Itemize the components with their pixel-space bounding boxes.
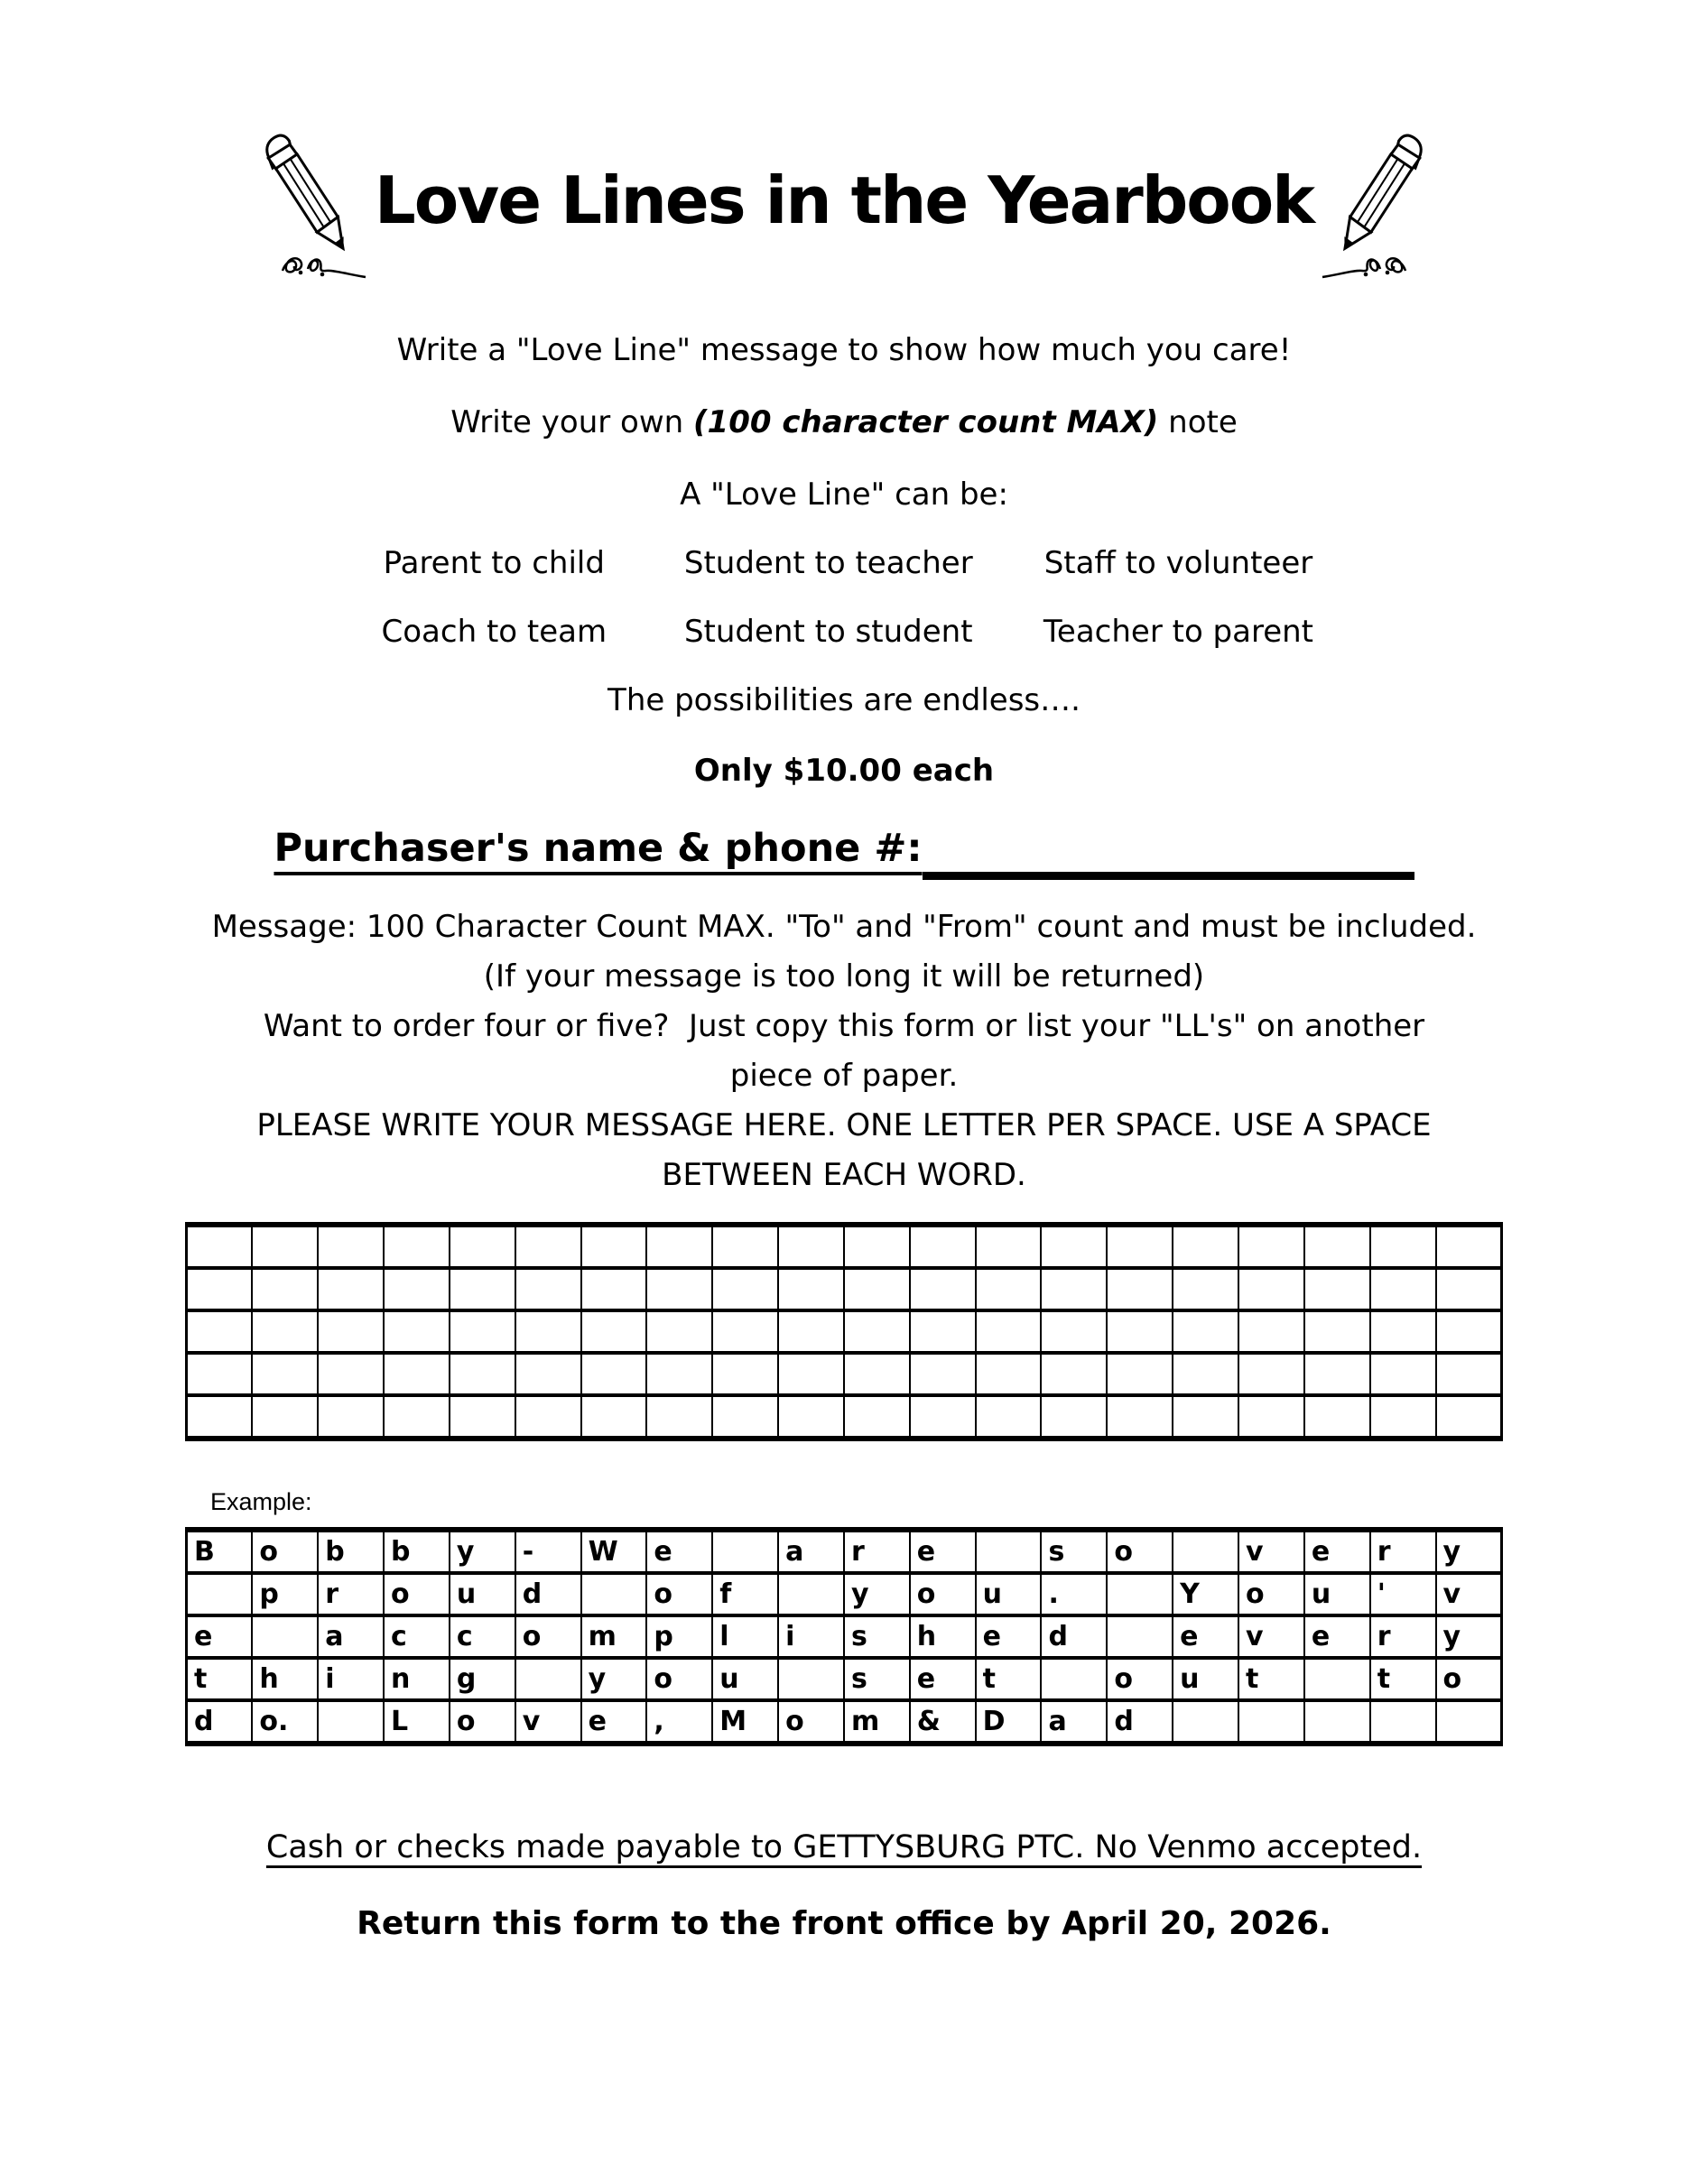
grid-cell (318, 1310, 384, 1353)
grid-cell (976, 1530, 1042, 1573)
message-instructions (0, 902, 1688, 1200)
grid-cell: i (318, 1658, 384, 1700)
grid-cell (1041, 1353, 1107, 1395)
pencil-icon (1317, 116, 1452, 296)
grid-cell: y (450, 1530, 515, 1573)
grid-cell (910, 1225, 976, 1268)
grid-cell (910, 1268, 976, 1310)
grid-cell: i (778, 1615, 844, 1658)
grid-cell (1304, 1700, 1370, 1744)
message-instruction-line: (If your message is too long it will be returned) (483, 958, 1205, 995)
grid-cell (450, 1225, 515, 1268)
grid-cell (318, 1395, 384, 1439)
grid-cell: o. (252, 1700, 318, 1744)
grid-cell (712, 1395, 778, 1439)
grid-cell (976, 1225, 1042, 1268)
grid-cell (1173, 1353, 1238, 1395)
grid-cell (384, 1225, 450, 1268)
grid-cell: o (384, 1573, 450, 1615)
grid-cell (712, 1225, 778, 1268)
grid-cell (515, 1310, 581, 1353)
grid-cell (450, 1395, 515, 1439)
page-title: Love Lines in the Yearbook (374, 162, 1314, 238)
grid-cell: e (581, 1700, 647, 1744)
return-deadline-line: Return this form to the front office by April 20, 2026. (357, 1905, 1331, 1942)
grid-cell (712, 1530, 778, 1573)
purchaser-blank-line (923, 827, 1414, 880)
grid-cell (187, 1395, 253, 1439)
grid-cell (1304, 1395, 1370, 1439)
blank-message-grid (185, 1222, 1503, 1441)
grid-cell (1107, 1310, 1173, 1353)
grid-cell (450, 1310, 515, 1353)
grid-cell: o (1238, 1573, 1304, 1615)
grid-cell (712, 1268, 778, 1310)
grid-cell (646, 1310, 712, 1353)
grid-cell: e (910, 1530, 976, 1573)
message-instruction-line: piece of paper. (729, 1058, 959, 1094)
grid-cell (515, 1658, 581, 1700)
grid-cell: , (646, 1700, 712, 1744)
grid-cell: r (844, 1530, 910, 1573)
grid-cell (318, 1225, 384, 1268)
grid-cell (910, 1353, 976, 1395)
category-item: Student to teacher (683, 545, 973, 581)
grid-cell (252, 1395, 318, 1439)
category-item: Student to student (683, 614, 973, 650)
grid-cell (844, 1225, 910, 1268)
grid-cell (187, 1310, 253, 1353)
grid-cell (252, 1353, 318, 1395)
grid-cell: D (976, 1700, 1042, 1744)
grid-cell: t (1238, 1658, 1304, 1700)
grid-cell: c (450, 1615, 515, 1658)
grid-cell (1041, 1658, 1107, 1700)
grid-row (187, 1310, 1502, 1353)
grid-cell: o (1107, 1658, 1173, 1700)
grid-cell: m (581, 1615, 647, 1658)
pencil-icon (236, 116, 371, 296)
grid-cell: t (187, 1658, 253, 1700)
grid-cell (1370, 1353, 1436, 1395)
grid-cell: o (778, 1700, 844, 1744)
grid-cell (515, 1353, 581, 1395)
grid-cell (187, 1225, 253, 1268)
grid-cell: r (1370, 1530, 1436, 1573)
grid-cell: e (976, 1615, 1042, 1658)
grid-cell (1041, 1395, 1107, 1439)
grid-cell: d (1041, 1615, 1107, 1658)
grid-cell (1173, 1310, 1238, 1353)
grid-cell: h (910, 1615, 976, 1658)
category-item: Teacher to parent (1043, 614, 1313, 650)
grid-cell (976, 1395, 1042, 1439)
grid-cell: e (1173, 1615, 1238, 1658)
grid-cell: a (318, 1615, 384, 1658)
grid-cell (1041, 1225, 1107, 1268)
grid-cell: e (646, 1530, 712, 1573)
grid-cell: e (1304, 1615, 1370, 1658)
grid-cell (1107, 1395, 1173, 1439)
grid-cell: u (1304, 1573, 1370, 1615)
grid-cell (646, 1268, 712, 1310)
grid-cell: u (1173, 1658, 1238, 1700)
grid-cell: d (515, 1573, 581, 1615)
grid-cell (778, 1573, 844, 1615)
grid-cell (1107, 1268, 1173, 1310)
grid-row (187, 1573, 1502, 1615)
grid-cell (778, 1310, 844, 1353)
category-item: Parent to child (383, 545, 605, 581)
grid-cell: o (646, 1658, 712, 1700)
grid-cell (318, 1353, 384, 1395)
grid-cell (976, 1353, 1042, 1395)
grid-cell (581, 1395, 647, 1439)
grid-cell: p (646, 1615, 712, 1658)
grid-cell (844, 1310, 910, 1353)
grid-cell: u (976, 1573, 1042, 1615)
possibilities-line: The possibilities are endless…. (607, 682, 1081, 718)
grid-cell: a (1041, 1700, 1107, 1744)
grid-row (187, 1700, 1502, 1744)
grid-cell: a (778, 1530, 844, 1573)
grid-cell (581, 1573, 647, 1615)
grid-cell (1304, 1225, 1370, 1268)
grid-cell (581, 1310, 647, 1353)
message-instruction-line: Want to order four or five? Just copy this form or list your "LL's" on another (263, 1008, 1425, 1044)
grid-cell (910, 1395, 976, 1439)
grid-cell: u (712, 1658, 778, 1700)
grid-cell: l (712, 1615, 778, 1658)
grid-cell (515, 1268, 581, 1310)
grid-cell: t (976, 1658, 1042, 1700)
category-item: Coach to team (381, 614, 607, 650)
grid-cell (1304, 1353, 1370, 1395)
grid-cell (252, 1615, 318, 1658)
grid-cell: y (1436, 1615, 1502, 1658)
grid-cell (1436, 1353, 1502, 1395)
grid-cell: v (1238, 1530, 1304, 1573)
grid-cell (252, 1268, 318, 1310)
grid-cell: L (384, 1700, 450, 1744)
grid-cell: m (844, 1700, 910, 1744)
grid-cell (1370, 1225, 1436, 1268)
grid-cell: e (1304, 1530, 1370, 1573)
grid-cell: h (252, 1658, 318, 1700)
grid-cell (1173, 1530, 1238, 1573)
grid-cell: p (252, 1573, 318, 1615)
price-line: Only $10.00 each (693, 753, 995, 789)
grid-cell: y (1436, 1530, 1502, 1573)
grid-row (187, 1268, 1502, 1310)
grid-cell (1107, 1353, 1173, 1395)
grid-cell (1041, 1310, 1107, 1353)
grid-cell: e (187, 1615, 253, 1658)
grid-cell (778, 1268, 844, 1310)
grid-cell (976, 1310, 1042, 1353)
grid-cell: v (515, 1700, 581, 1744)
grid-cell: - (515, 1530, 581, 1573)
grid-cell (1436, 1700, 1502, 1744)
grid-cell (778, 1658, 844, 1700)
grid-cell: g (450, 1658, 515, 1700)
grid-cell (515, 1395, 581, 1439)
character-max-emphasis: (100 character count MAX) (693, 404, 1159, 440)
grid-cell (384, 1268, 450, 1310)
grid-cell: o (1107, 1530, 1173, 1573)
message-instruction-line: Message: 100 Character Count MAX. "To" and "From" count and must be included. (211, 909, 1477, 945)
grid-row (187, 1530, 1502, 1573)
grid-cell (844, 1395, 910, 1439)
grid-cell: r (318, 1573, 384, 1615)
grid-cell (1173, 1268, 1238, 1310)
grid-cell: f (712, 1573, 778, 1615)
grid-cell (318, 1700, 384, 1744)
intro-line-1: Write a "Love Line" message to show how much you care! (396, 332, 1292, 368)
grid-cell (1238, 1395, 1304, 1439)
love-line-categories (339, 545, 1349, 650)
grid-cell: u (450, 1573, 515, 1615)
grid-cell (1304, 1310, 1370, 1353)
example-label: Example: (210, 1488, 312, 1515)
grid-cell (778, 1353, 844, 1395)
grid-cell: o (515, 1615, 581, 1658)
grid-cell (581, 1268, 647, 1310)
grid-cell: o (910, 1573, 976, 1615)
message-instruction-line: BETWEEN EACH WORD. (662, 1157, 1026, 1193)
grid-cell: ' (1370, 1573, 1436, 1615)
payment-instructions-line: Cash or checks made payable to GETTYSBURG PTC. No Venmo accepted. (265, 1829, 1423, 1865)
grid-cell (646, 1225, 712, 1268)
intro-line-2 (0, 404, 1688, 440)
purchaser-row (0, 823, 1688, 874)
grid-row (187, 1658, 1502, 1700)
grid-cell (910, 1310, 976, 1353)
grid-cell: d (1107, 1700, 1173, 1744)
grid-cell (778, 1225, 844, 1268)
grid-cell (384, 1395, 450, 1439)
grid-cell (318, 1268, 384, 1310)
grid-row (187, 1395, 1502, 1439)
grid-cell: c (384, 1615, 450, 1658)
grid-cell (1107, 1615, 1173, 1658)
grid-cell (187, 1353, 253, 1395)
grid-cell (1304, 1268, 1370, 1310)
grid-cell (384, 1353, 450, 1395)
grid-cell (252, 1225, 318, 1268)
grid-cell: b (318, 1530, 384, 1573)
grid-cell (1173, 1700, 1238, 1744)
grid-cell (1173, 1225, 1238, 1268)
grid-cell (1238, 1353, 1304, 1395)
grid-cell (1173, 1395, 1238, 1439)
grid-cell (712, 1353, 778, 1395)
grid-cell (1304, 1658, 1370, 1700)
grid-cell (581, 1353, 647, 1395)
example-message-grid (185, 1527, 1503, 1746)
grid-cell: v (1436, 1573, 1502, 1615)
grid-cell (976, 1268, 1042, 1310)
grid-cell: v (1238, 1615, 1304, 1658)
grid-cell (1238, 1310, 1304, 1353)
grid-cell: s (844, 1615, 910, 1658)
grid-cell (1370, 1700, 1436, 1744)
grid-row (187, 1353, 1502, 1395)
grid-cell: Y (1173, 1573, 1238, 1615)
intro-line-3: A "Love Line" can be: (680, 477, 1008, 513)
message-instruction-line: PLEASE WRITE YOUR MESSAGE HERE. ONE LETTER PER SPACE. USE A SPACE (256, 1107, 1432, 1143)
grid-cell: o (1436, 1658, 1502, 1700)
intro-line-2-prefix: Write your own (450, 404, 693, 440)
grid-cell (712, 1310, 778, 1353)
grid-row (187, 1615, 1502, 1658)
grid-cell (1238, 1268, 1304, 1310)
grid-cell: e (910, 1658, 976, 1700)
intro-line-2-suffix: note (1158, 404, 1238, 440)
grid-cell: b (384, 1530, 450, 1573)
grid-cell: & (910, 1700, 976, 1744)
grid-cell (1436, 1268, 1502, 1310)
grid-cell: r (1370, 1615, 1436, 1658)
grid-cell (646, 1395, 712, 1439)
grid-cell (515, 1225, 581, 1268)
category-item: Staff to volunteer (1043, 545, 1313, 581)
grid-cell: n (384, 1658, 450, 1700)
grid-cell (1041, 1268, 1107, 1310)
grid-cell (778, 1395, 844, 1439)
grid-cell: o (646, 1573, 712, 1615)
grid-cell (844, 1268, 910, 1310)
grid-cell (1370, 1395, 1436, 1439)
grid-cell (450, 1268, 515, 1310)
grid-cell (1436, 1225, 1502, 1268)
grid-cell (646, 1353, 712, 1395)
grid-cell: o (252, 1530, 318, 1573)
grid-cell: s (844, 1658, 910, 1700)
grid-cell: t (1370, 1658, 1436, 1700)
grid-cell (384, 1310, 450, 1353)
grid-cell: W (581, 1530, 647, 1573)
grid-cell (252, 1310, 318, 1353)
purchaser-label: Purchaser's name & phone #: (274, 826, 923, 871)
grid-cell (1370, 1310, 1436, 1353)
grid-cell (1238, 1225, 1304, 1268)
grid-cell (581, 1225, 647, 1268)
grid-cell: . (1041, 1573, 1107, 1615)
grid-cell: o (450, 1700, 515, 1744)
grid-cell (1436, 1395, 1502, 1439)
grid-cell (450, 1353, 515, 1395)
grid-cell (1238, 1700, 1304, 1744)
grid-cell (1436, 1310, 1502, 1353)
grid-cell (187, 1268, 253, 1310)
title-row (0, 116, 1688, 296)
grid-cell (844, 1353, 910, 1395)
grid-cell: s (1041, 1530, 1107, 1573)
grid-cell (1107, 1225, 1173, 1268)
grid-cell (1107, 1573, 1173, 1615)
grid-row (187, 1225, 1502, 1268)
grid-cell: M (712, 1700, 778, 1744)
grid-cell: B (187, 1530, 253, 1573)
grid-cell (187, 1573, 253, 1615)
grid-cell: y (844, 1573, 910, 1615)
grid-cell (1370, 1268, 1436, 1310)
grid-cell: y (581, 1658, 647, 1700)
grid-cell: d (187, 1700, 253, 1744)
